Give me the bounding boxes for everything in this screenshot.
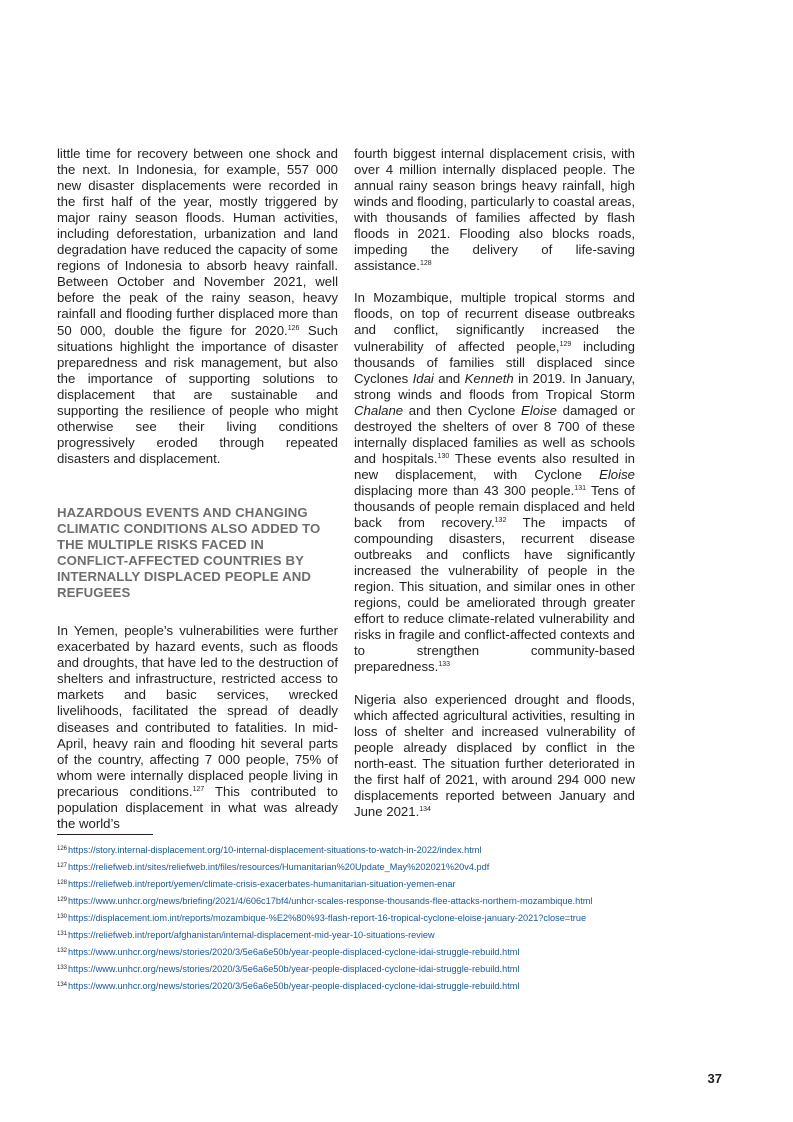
footnote-link[interactable]: https://www.unhcr.org/news/stories/2020/3/5e6a6e50b/year-people-displaced-cyclone-idai-struggle-rebuild.html (68, 963, 520, 974)
body-paragraph: little time for recovery between one shock and the next. In Indonesia, for example, 557 000 new disaster displacements were recorded in the first half of the year, mostly triggered by major rainy season floods. Human activities, including deforestation, urbanization and land degradation have reduced the capacity of some regions of Indonesia to absorb heavy rainfall. Between October and November 2021, well before the peak of the rainy season, heavy rainfall and flooding further displaced more than 50 000, double the figure for 2020.$^{126}$ Such situations highlight the importance of disaster preparedness and risk management, but also the importance of supporting solutions to displacement that are sustainable and supporting the resilience of people who might otherwise see their living conditions progressively eroded through repeated disasters and displacement. (57, 146, 338, 466)
footnote-link[interactable]: https://www.unhcr.org/news/stories/2020/3/5e6a6e50b/year-people-displaced-cyclone-idai-struggle-rebuild.html (68, 980, 520, 991)
footnote-ref[interactable]: 127 (192, 785, 205, 793)
footnote-link[interactable]: https://www.unhcr.org/news/briefing/2021/4/606c17bf4/unhcr-scales-response-thousands-flee-attacks-northern-mozambique.html (68, 895, 593, 906)
footnote-ref[interactable]: 131 (574, 484, 586, 492)
footnote-link[interactable]: https://reliefweb.int/report/yemen/climate-crisis-exacerbates-humanitarian-situation-yemen-enar (68, 878, 456, 889)
footnote: 128 https://reliefweb.int/report/yemen/climate-crisis-exacerbates-humanitarian-situation-yemen-enar (57, 878, 456, 889)
footnote-ref[interactable]: 134 (419, 805, 431, 813)
footnote: 131 https://reliefweb.int/report/afghanistan/internal-displacement-mid-year-10-situations-review (57, 929, 435, 940)
footnote-ref[interactable]: 128 (419, 260, 432, 268)
body-paragraph: fourth biggest internal displacement crisis, with over 4 million internally displaced people. The annual rainy season brings heavy rainfall, high winds and flooding, particularly to coastal areas, with thousands of families affected by flash floods in 2021. Flooding also blocks roads, impeding the delivery of life-saving assistance.$^{128}$ (354, 146, 635, 274)
footnote-link[interactable]: https://story.internal-displacement.org/10-internal-displacement-situations-to-watch-in-2022/index.html (68, 845, 482, 855)
footnote-divider (57, 834, 153, 835)
footnote: 134 https://www.unhcr.org/news/stories/2020/3/5e6a6e50b/year-people-displaced-cyclone-idai-struggle-rebuild.html (57, 980, 520, 991)
body-paragraph: In Mozambique, multiple tropical storms and floods, on top of recurrent disease outbreaks and conflict, significantly increased the vulnerability of affected people,$^{129}$ including thousands of families still displaced since Cyclones Idai and Kenneth in 2019. In January, strong winds and floods from Tropical Storm Chalane and then Cyclone Eloise damaged or destroyed the shelters of over 8 700 of these internally displaced families as well as schools and hospitals.$^{130}$ These events also resulted in new displacement, with Cyclone Eloise displacing more than 43 300 people.$^{131}$ Tens of thousands of people remain displaced and held back from recovery.$^{132}$ The impacts of compounding disasters, recurrent disease outbreaks and conflicts have significantly increased the vulnerability of people in the region. This situation, and similar ones in other regions, could be ameliorated through greater effort to reduce climate-related vulnerability and risks in fragile and conflict-affected contexts and to strengthen community-based preparedness.$^{133}$ (354, 290, 636, 675)
footnote-ref[interactable]: 130 (437, 452, 450, 460)
footnote-link[interactable]: https://displacement.iom.int/reports/mozambique-%E2%80%93-flash-report-16-tropical-cyclone-eloise-january-2021?close=true (68, 912, 587, 923)
page-number: 37 (707, 1071, 722, 1086)
footnote-link[interactable]: https://reliefweb.int/report/afghanistan/internal-displacement-mid-year-10-situations-review (68, 929, 435, 940)
footnote: 133 https://www.unhcr.org/news/stories/2020/3/5e6a6e50b/year-people-displaced-cyclone-idai-struggle-rebuild.html (57, 963, 520, 974)
footnote-ref[interactable]: 126 (287, 324, 300, 332)
left-column (57, 146, 338, 832)
footnote: 132 https://www.unhcr.org/news/stories/2020/3/5e6a6e50b/year-people-displaced-cyclone-idai-struggle-rebuild.html (57, 946, 520, 957)
footnote: 130 https://displacement.iom.int/reports/mozambique-%E2%80%93-flash-report-16-tropical-cyclone-eloise-january-2021?close=true (57, 912, 587, 923)
body-paragraph: In Yemen, people’s vulnerabilities were further exacerbated by hazard events, such as floods and droughts, that have led to the destruction of shelters and infrastructure, restricted access to markets and basic services, wrecked livelihoods, facilitated the spread of deadly diseases and contributed to fatalities. In mid-April, heavy rain and flooding hit several parts of the country, affecting 7 000 people, 75% of whom were internally displaced people living in precarious conditions.$^{127}$ This contributed to population displacement in what was already the world’s (57, 623, 338, 831)
footnotes (57, 845, 657, 998)
footnote-ref[interactable]: 133 (438, 661, 450, 669)
footnote-ref[interactable]: 129 (559, 340, 572, 348)
footnote: 126 https://story.internal-displacement.org/10-internal-displacement-situations-to-watch-in-2022/index.html (57, 845, 482, 855)
footnote-link[interactable]: https://www.unhcr.org/news/stories/2020/3/5e6a6e50b/year-people-displaced-cyclone-idai-struggle-rebuild.html (68, 946, 520, 957)
footnote-ref[interactable]: 132 (494, 517, 507, 525)
body-paragraph: Nigeria also experienced drought and floods, which affected agricultural activities, resulting in loss of shelter and increased vulnerability of people already displaced by conflict in the north-east. The situation further deteriorated in the first half of 2021, with around 294 000 new displacements reported between January and June 2021.$^{134}$ (354, 691, 635, 819)
right-column (354, 146, 635, 820)
footnote-link[interactable]: https://reliefweb.int/sites/reliefweb.int/files/resources/Humanitarian%20Update_May%202021%20v4.pdf (68, 861, 490, 872)
section-subheading: HAZARDOUS EVENTS AND CHANGING CLIMATIC CONDITIONS ALSO ADDED TO THE MULTIPLE RISKS FACED IN CONFLICT-AFFECTED COUNTRIES BY INTERNALLY DISPLACED PEOPLE AND REFUGEES (57, 504, 321, 601)
footnote: 129 https://www.unhcr.org/news/briefing/2021/4/606c17bf4/unhcr-scales-response-thousands-flee-attacks-northern-mozambique.html (57, 895, 593, 906)
footnote: 127 https://reliefweb.int/sites/reliefweb.int/files/resources/Humanitarian%20Update_May%202021%20v4.pdf (57, 861, 490, 872)
